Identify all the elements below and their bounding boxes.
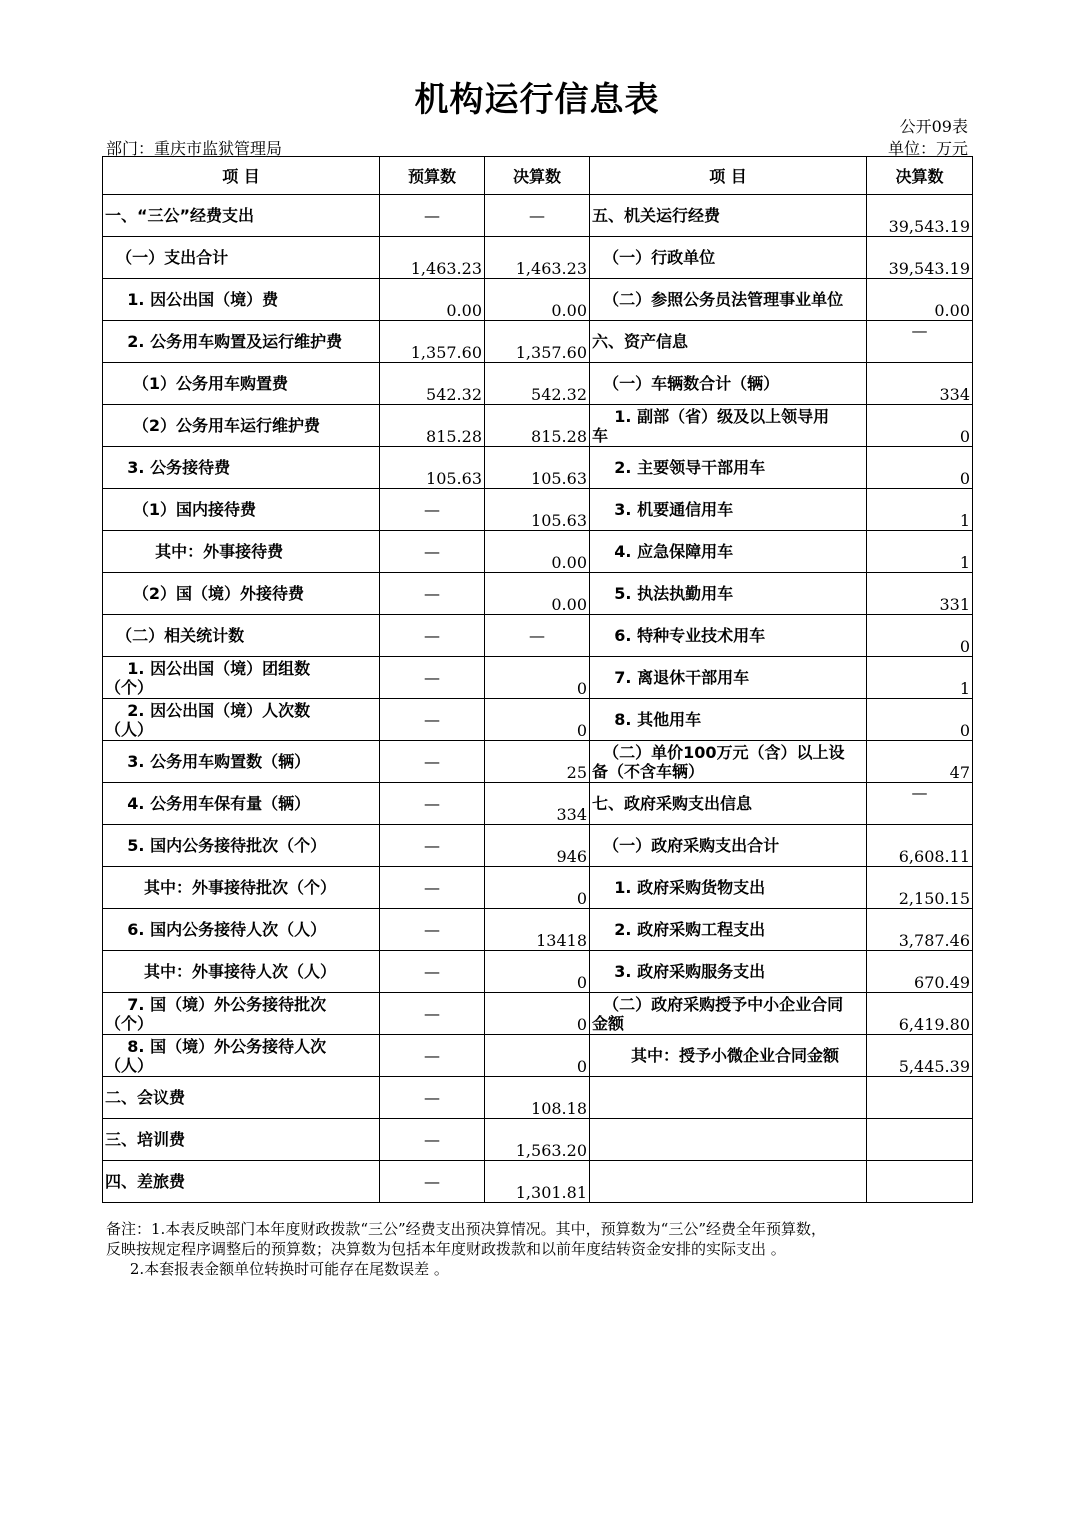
right-final-value: 331	[867, 573, 973, 615]
budget-value: —	[380, 657, 485, 699]
right-item-label: （一）政府采购支出合计	[590, 825, 867, 867]
final-value: 0.00	[485, 531, 590, 573]
table-row	[103, 1161, 973, 1203]
right-item-label: 6. 特种专业技术用车	[590, 615, 867, 657]
right-item-label: （二）政府采购授予中小企业合同 金额	[590, 993, 867, 1035]
budget-value: 1,463.23	[380, 237, 485, 279]
budget-value: —	[380, 867, 485, 909]
right-final-value: 1	[867, 489, 973, 531]
budget-value: —	[380, 615, 485, 657]
right-item-label: 1. 政府采购货物支出	[590, 867, 867, 909]
final-value: —	[485, 615, 590, 657]
budget-value: 542.32	[380, 363, 485, 405]
unit-label: 单位：万元	[887, 139, 968, 158]
right-final-value: 334	[867, 363, 973, 405]
right-item-label	[590, 1161, 867, 1203]
table-row	[103, 909, 973, 951]
table-row	[103, 363, 973, 405]
right-item-label: 3. 机要通信用车	[590, 489, 867, 531]
budget-value: —	[380, 1035, 485, 1077]
header-right-item: 项 目	[590, 157, 867, 195]
table-row	[103, 951, 973, 993]
left-item-label: 三、培训费	[103, 1119, 380, 1161]
left-item-label: 5. 国内公务接待批次（个）	[103, 825, 380, 867]
right-final-value: 0	[867, 699, 973, 741]
right-final-value: —	[867, 321, 973, 363]
right-final-value: 1	[867, 531, 973, 573]
budget-value: —	[380, 1161, 485, 1203]
right-final-value: 2,150.15	[867, 867, 973, 909]
notes	[106, 1219, 976, 1279]
table-row	[103, 1077, 973, 1119]
right-item-label: （一）车辆数合计（辆）	[590, 363, 867, 405]
right-final-value: 0	[867, 615, 973, 657]
budget-value: 1,357.60	[380, 321, 485, 363]
right-final-value: 6,608.11	[867, 825, 973, 867]
right-final-value: 0.00	[867, 279, 973, 321]
page-title: 机构运行信息表	[414, 80, 660, 120]
left-item-label: （2）国（境）外接待费	[103, 573, 380, 615]
left-item-label: （2）公务用车运行维护费	[103, 405, 380, 447]
right-item-label: （二）单价100万元（含）以上设 备（不含车辆）	[590, 741, 867, 783]
left-item-label: 一、“三公”经费支出	[103, 195, 380, 237]
final-value: 25	[485, 741, 590, 783]
left-item-label: 2. 因公出国（境）人次数 （人）	[103, 699, 380, 741]
right-item-label: 六、资产信息	[590, 321, 867, 363]
left-item-label: 1. 因公出国（境）费	[103, 279, 380, 321]
right-final-value: 1	[867, 657, 973, 699]
final-value: 1,463.23	[485, 237, 590, 279]
final-value: 0	[485, 657, 590, 699]
final-value: 0	[485, 1035, 590, 1077]
budget-value: —	[380, 783, 485, 825]
budget-value: —	[380, 699, 485, 741]
right-final-value: 39,543.19	[867, 237, 973, 279]
final-value: 946	[485, 825, 590, 867]
header-budget: 预算数	[380, 157, 485, 195]
left-item-label: 2. 公务用车购置及运行维护费	[103, 321, 380, 363]
final-value: 1,357.60	[485, 321, 590, 363]
right-item-label: 五、机关运行经费	[590, 195, 867, 237]
right-final-value: 39,543.19	[867, 195, 973, 237]
right-item-label: 2. 主要领导干部用车	[590, 447, 867, 489]
table-row	[103, 573, 973, 615]
table-number: 公开09表	[899, 117, 968, 136]
right-final-value: 0	[867, 405, 973, 447]
header-final: 决算数	[485, 157, 590, 195]
department-label: 部门：重庆市监狱管理局	[106, 139, 283, 158]
final-value: 542.32	[485, 363, 590, 405]
right-item-label: 七、政府采购支出信息	[590, 783, 867, 825]
budget-value: —	[380, 825, 485, 867]
budget-value: —	[380, 1077, 485, 1119]
note-line: 2.本套报表金额单位转换时可能存在尾数误差 。	[106, 1260, 449, 1278]
header-left-item: 项 目	[103, 157, 380, 195]
budget-value: —	[380, 909, 485, 951]
table-row	[103, 741, 973, 783]
budget-value: —	[380, 531, 485, 573]
table-row	[103, 1119, 973, 1161]
right-item-label: 1. 副部（省）级及以上领导用 车	[590, 405, 867, 447]
budget-value: —	[380, 993, 485, 1035]
left-item-label: 其中：外事接待费	[103, 531, 380, 573]
budget-value: —	[380, 951, 485, 993]
final-value: 108.18	[485, 1077, 590, 1119]
final-value: 0.00	[485, 279, 590, 321]
right-item-label: 5. 执法执勤用车	[590, 573, 867, 615]
table-row	[103, 825, 973, 867]
final-value: 0	[485, 699, 590, 741]
right-item-label: 8. 其他用车	[590, 699, 867, 741]
table-row	[103, 321, 973, 363]
final-value: 0	[485, 951, 590, 993]
left-item-label: （1）公务用车购置费	[103, 363, 380, 405]
left-item-label: 3. 公务用车购置数（辆）	[103, 741, 380, 783]
final-value: 13418	[485, 909, 590, 951]
table-row	[103, 1035, 973, 1077]
note-line: 备注：1.本表反映部门本年度财政拨款“三公”经费支出预决算情况。其中，预算数为“三公”经费全年预算数，	[106, 1220, 826, 1238]
table-row	[103, 237, 973, 279]
table-row	[103, 405, 973, 447]
left-item-label: 7. 国（境）外公务接待批次 （个）	[103, 993, 380, 1035]
left-item-label: 1. 因公出国（境）团组数 （个）	[103, 657, 380, 699]
right-final-value: 5,445.39	[867, 1035, 973, 1077]
right-final-value: 0	[867, 447, 973, 489]
budget-value: —	[380, 1119, 485, 1161]
left-item-label: （1）国内接待费	[103, 489, 380, 531]
table-row	[103, 531, 973, 573]
final-value: 105.63	[485, 489, 590, 531]
right-final-value: 47	[867, 741, 973, 783]
final-value: 1,301.81	[485, 1161, 590, 1203]
budget-value: 815.28	[380, 405, 485, 447]
table-row	[103, 489, 973, 531]
final-value: 815.28	[485, 405, 590, 447]
right-final-value: 6,419.80	[867, 993, 973, 1035]
left-item-label: 四、差旅费	[103, 1161, 380, 1203]
final-value: 0.00	[485, 573, 590, 615]
final-value: —	[485, 195, 590, 237]
left-item-label: （二）相关统计数	[103, 615, 380, 657]
left-item-label: 6. 国内公务接待人次（人）	[103, 909, 380, 951]
table-row	[103, 657, 973, 699]
right-final-value	[867, 1119, 973, 1161]
right-item-label: 2. 政府采购工程支出	[590, 909, 867, 951]
left-item-label: 4. 公务用车保有量（辆）	[103, 783, 380, 825]
right-final-value: —	[867, 783, 973, 825]
final-value: 0	[485, 993, 590, 1035]
left-item-label: 其中：外事接待人次（人）	[103, 951, 380, 993]
right-final-value	[867, 1161, 973, 1203]
budget-value: —	[380, 573, 485, 615]
table-row	[103, 867, 973, 909]
right-item-label: 3. 政府采购服务支出	[590, 951, 867, 993]
table-row	[103, 993, 973, 1035]
left-item-label: 二、会议费	[103, 1077, 380, 1119]
right-item-label: 7. 离退休干部用车	[590, 657, 867, 699]
right-item-label: （二）参照公务员法管理事业单位	[590, 279, 867, 321]
right-item-label: 4. 应急保障用车	[590, 531, 867, 573]
table-row	[103, 279, 973, 321]
final-value: 334	[485, 783, 590, 825]
budget-value: —	[380, 741, 485, 783]
left-item-label: 8. 国（境）外公务接待人次 （人）	[103, 1035, 380, 1077]
table-row	[103, 783, 973, 825]
right-item-label	[590, 1077, 867, 1119]
right-final-value	[867, 1077, 973, 1119]
right-item-label: 其中：授予小微企业合同金额	[590, 1035, 867, 1077]
left-item-label: 其中：外事接待批次（个）	[103, 867, 380, 909]
table-row	[103, 699, 973, 741]
left-item-label: （一）支出合计	[103, 237, 380, 279]
left-item-label: 3. 公务接待费	[103, 447, 380, 489]
table-row	[103, 615, 973, 657]
budget-value: —	[380, 489, 485, 531]
final-value: 1,563.20	[485, 1119, 590, 1161]
table-row	[103, 195, 973, 237]
final-value: 0	[485, 867, 590, 909]
note-line: 反映按规定程序调整后的预算数；决算数为包括本年度财政拨款和以前年度结转资金安排的实际支出 。	[106, 1240, 786, 1258]
budget-value: 0.00	[380, 279, 485, 321]
right-item-label	[590, 1119, 867, 1161]
budget-value: 105.63	[380, 447, 485, 489]
right-final-value: 670.49	[867, 951, 973, 993]
info-table	[102, 156, 973, 1203]
final-value: 105.63	[485, 447, 590, 489]
right-item-label: （一）行政单位	[590, 237, 867, 279]
header-right-final: 决算数	[867, 157, 973, 195]
budget-value: —	[380, 195, 485, 237]
table-header-row	[103, 157, 973, 195]
table-row	[103, 447, 973, 489]
right-final-value: 3,787.46	[867, 909, 973, 951]
